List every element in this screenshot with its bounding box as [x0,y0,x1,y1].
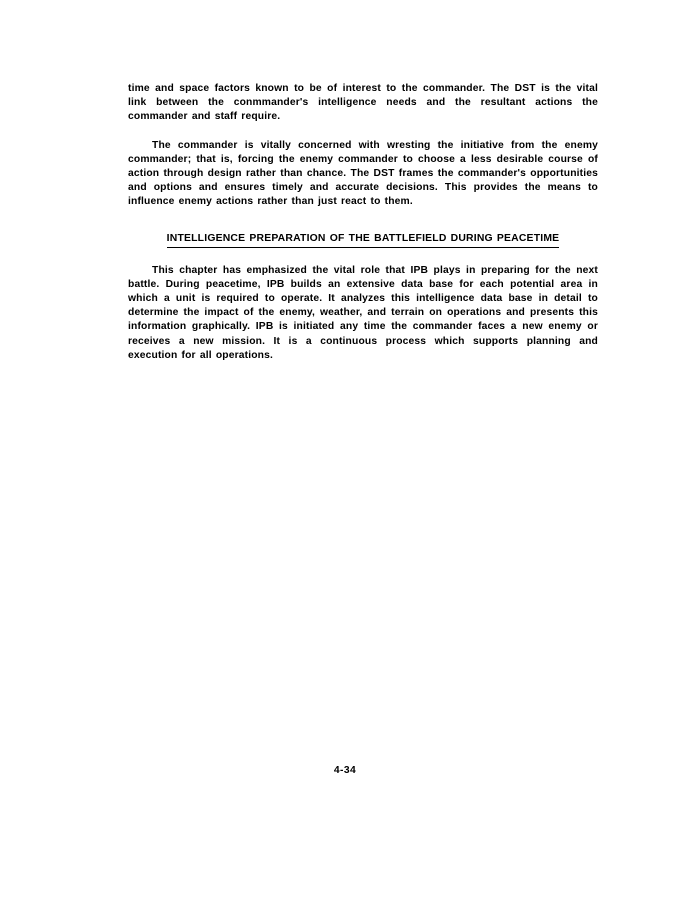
section-heading-container [128,228,598,248]
paragraph-commander-initiative-text: The commander is vitally concerned with wresting the initiative from the enemy commander; that is, forcing the enemy commander to choose a less desirable course of action through design rather than chance. The DST frames the commander's opportunities and options and ensures timely and accurate decisions. This provides the means to influence enemy actions rather than just react to them. [128,139,598,208]
page-number: 4-34 [333,765,357,776]
paragraph-commander-initiative [128,139,598,210]
paragraph-spacer [128,125,598,139]
page-body [128,82,598,363]
paragraph-peacetime-ipb [128,264,598,363]
paragraph-peacetime-ipb-text: This chapter has emphasized the vital role that IPB plays in preparing for the next battle. During peacetime, IPB builds an extensive data base for each potential area in which a unit is required to operate. It analyzes this intelligence data base in detail to determine the impact of the enemy, weather, and terrain on operations and presents this information graphically. IPB is initiated any time the commander faces a new enemy or receives a new mission. It is a continuous process which supports planning and execution for all operations. [128,264,598,361]
paragraph-continuation: time and space factors known to be of interest to the commander. The DST is the vital link between the conmmander's intelligence needs and the resultant actions the commander and staff require. [128,83,598,123]
section-heading: INTELLIGENCE PREPARATION OF THE BATTLEFIELD DURING PEACETIME [167,232,560,248]
